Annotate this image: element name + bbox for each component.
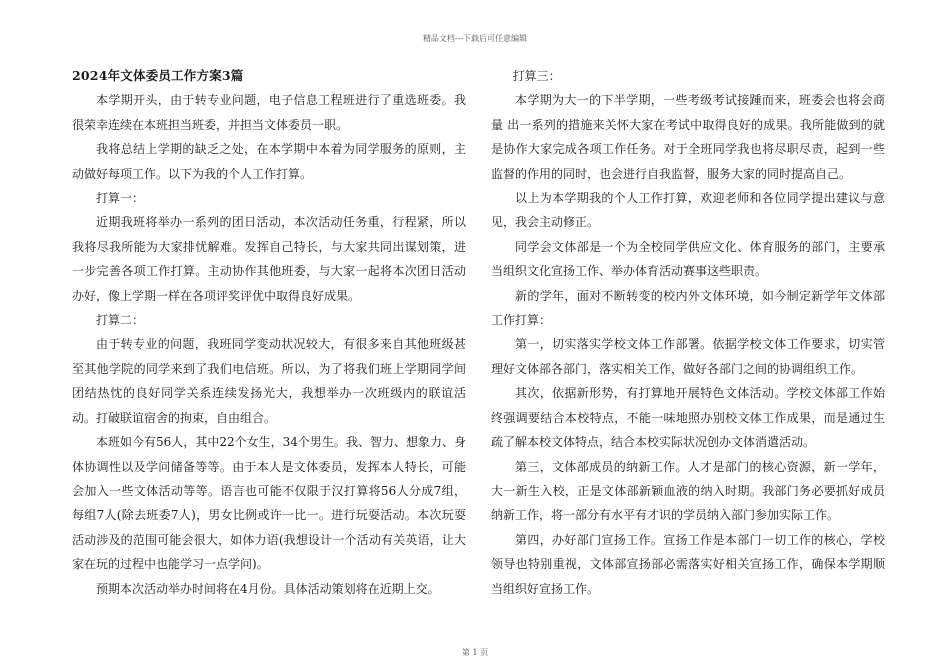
page-header: 精品文档---下载后可任意编辑 bbox=[422, 34, 528, 43]
paragraph: 第四，办好部门宣扬工作。宣扬工作是本部门一切工作的核心，学校领导也特别重视，文体部宣扬部必需落实好相关宣扬工作，确保本学期顺当组织好宣扬工作。 bbox=[491, 532, 885, 596]
paragraph: 近期我班将举办一系列的团日活动，本次活动任务重，行程紧，所以我将尽我所能为大家排忧解难。发挥自己特长，与大家共同出谋划策，进一步完善各项工作打算。主动协作其他班委，与大家一起将本次团日活动办好，像上学期一样在各项评奖评优中取得良好成果。 bbox=[72, 215, 466, 303]
right-column bbox=[491, 64, 885, 601]
paragraph: 本班如今有56人，其中22个女生，34个男生。我、智力、想象力、身体协调性以及学问储备等等。由于本人是文体委员，发挥本人特长，可能会加入一些文体活动等等。语言也可能不仅限于汉打算将56人分成7组，每组7人(除去班委7人)，男女比例或许一比一。进行玩耍活动。本次玩耍活动涉及的范围可能会很大，如体力语(我想设计一个活动有关英语，让大家在玩的过程中也能学习一点学问)。 bbox=[72, 435, 466, 572]
paragraph: 第三，文体部成员的纳新工作。人才是部门的核心资源，新一学年，大一新生入校，正是文体部新颖血液的纳入时期。我部门务必要抓好成员纳新工作，将一部分有水平有才识的学员纳入部门参加实际工作。 bbox=[491, 459, 885, 523]
paragraph: 以上为本学期我的个人工作打算，欢迎老师和各位同学提出建议与意见，我会主动修正。 bbox=[491, 191, 885, 230]
paragraph: 本学期开头，由于转专业问题，电子信息工程班进行了重选班委。我很荣幸连续在本班担当班委，并担当文体委员一职。 bbox=[72, 93, 466, 132]
paragraph: 第一，切实落实学校文体工作部署。依据学校文体工作要求，切实管理好文体部各部门，落实相关工作，做好各部门之间的协调组织工作。 bbox=[491, 337, 885, 376]
paragraph: 新的学年，面对不断转变的校内外文体环境，如今制定新学年文体部工作打算： bbox=[491, 288, 885, 328]
paragraph: 预期本次活动举办时间将在4月份。具体活动策划将在近期上交。 bbox=[96, 581, 440, 596]
paragraph: 其次，依据新形势，有打算地开展特色文体活动。学校文体部工作始终强调要结合本校特点，不能一味地照办别校文体工作成果，而是通过生疏了解本校文体特点，结合本校实际状况创办文体消遣活动。 bbox=[491, 386, 885, 450]
document-title: 2024年文体委员工作方案3篇 bbox=[72, 68, 244, 83]
section-heading: 打算二： bbox=[96, 313, 145, 328]
section-heading: 打算三： bbox=[512, 69, 561, 83]
paragraph: 同学会文体部是一个为全校同学供应文化、体育服务的部门，主要承当组织文化宣扬工作、举办体育活动赛事这些职责。 bbox=[491, 239, 885, 279]
page-footer: 第 1 页 bbox=[461, 648, 489, 657]
section-heading: 打算一： bbox=[96, 191, 145, 206]
paragraph: 本学期为大一的下半学期，一些考级考试接踵而来，班委会也将会商量 出一系列的措施来关怀大家在考试中取得良好的成果。我所能做到的就是协作大家完成各项工作任务。对于全班同学我也将尽职尽责，起到一些监督的作用的同时，也会进行自我监督，服务大家的同时提高自己。 bbox=[491, 93, 885, 181]
paragraph: 由于转专业的问题，我班同学变动状况较大，有很多来自其他班级甚至其他学院的同学来到了我们电信班。所以，为了将我们班上学期同学间团结热忱的良好同学关系连续发扬光大，我想举办一次班级内的联谊活动。打破联谊宿舍的拘束，自由组合。 bbox=[72, 337, 466, 425]
left-column bbox=[72, 64, 466, 601]
paragraph: 我将总结上学期的缺乏之处，在本学期中本着为同学服务的原则，主动做好每项工作。以下为我的个人工作打算。 bbox=[72, 142, 466, 181]
